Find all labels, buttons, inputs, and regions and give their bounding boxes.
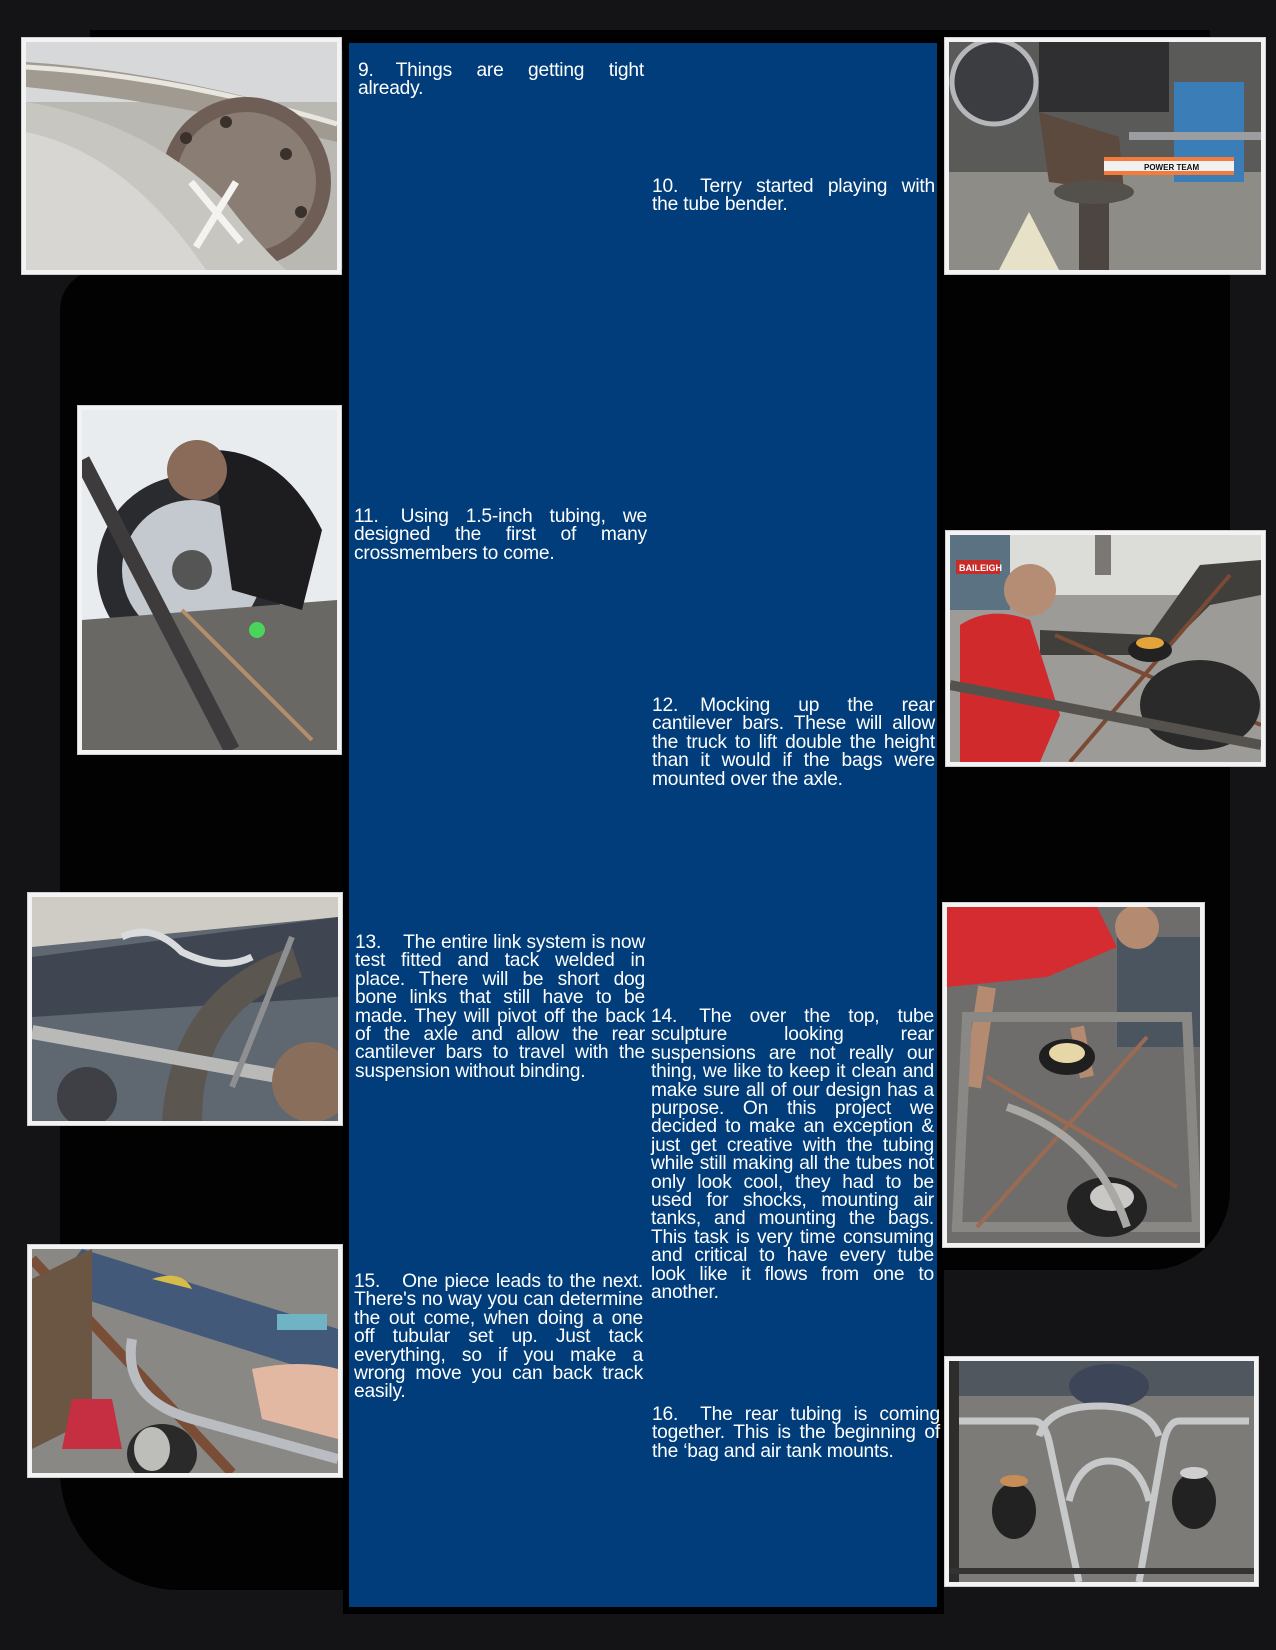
photo-11-man-fitting-tube (77, 405, 342, 755)
caption-number: 16. (652, 1404, 679, 1425)
power-team-label: POWER TEAM (1144, 163, 1200, 172)
photo-13-link-system (27, 892, 343, 1126)
photo-12-cantilever-mockup (945, 530, 1266, 767)
caption-11: 11. Using 1.5-inch tubing, we designed the first of many crossmembers to come. (354, 506, 647, 564)
caption-number: 15. (354, 1271, 381, 1292)
caption-15: 15. One piece leads to the next. There's no way you can determine the out come, when doing a one off tubular set up. Just tack everything, so if you make a wrong move you can back track easily. (354, 1271, 643, 1403)
man-fitting-tube-image (82, 410, 337, 750)
caption-12: 12. Mocking up the rear cantilever bars. These will allow the truck to lift double the height than it would if the bags were mounted over the axle. (652, 695, 935, 790)
tube-bender-image (949, 42, 1261, 270)
caption-number: 9. (358, 60, 374, 81)
tack-welding-image (32, 1249, 338, 1473)
caption-14: 14. The over the top, tube sculpture looking rear suspensions are not really our thing, we like to keep it clean and make sure all of our design has a purpose. On this project we decided to make an exception & just get creative with the tubing while still making all the tubes not only look cool, they had to be used for shocks, mounting air tanks, and mounting the bags. This task is very time consuming and critical to have every tube look like it flows from one to another. (651, 1006, 934, 1304)
cantilever-mockup-image (950, 535, 1261, 762)
tube-sculpture-image (947, 907, 1200, 1243)
caption-number: 10. (652, 176, 679, 197)
caption-10: 10. Terry started playing with the tube bender. (652, 176, 935, 216)
caption-number: 12. (652, 695, 679, 716)
link-system-image (32, 897, 338, 1121)
photo-9-axle-flange (21, 37, 342, 275)
rear-tubing-image (949, 1361, 1254, 1582)
photo-14-tube-sculpture (942, 902, 1205, 1248)
photo-10-tube-bender (944, 37, 1266, 275)
caption-number: 14. (651, 1006, 678, 1027)
caption-number: 11. (354, 506, 379, 527)
caption-16: 16. The rear tubing is coming together. This is the beginning of the ‘bag and air tank mounts. (652, 1404, 940, 1462)
photo-16-rear-tubing (944, 1356, 1259, 1587)
caption-9: 9. Things are getting tight already. (358, 60, 644, 100)
caption-13: 13. The entire link system is now test fitted and tack welded in place. There will be short dog bone links that still have to be made. They will pivot off the back of the axle and allow the rear cantilever bars to travel with the suspension without binding. (355, 932, 645, 1082)
baileigh-label: BAILEIGH (959, 563, 1003, 573)
axle-flange-image (26, 42, 337, 270)
photo-15-tack-welding (27, 1244, 343, 1478)
caption-number: 13. (355, 932, 382, 953)
